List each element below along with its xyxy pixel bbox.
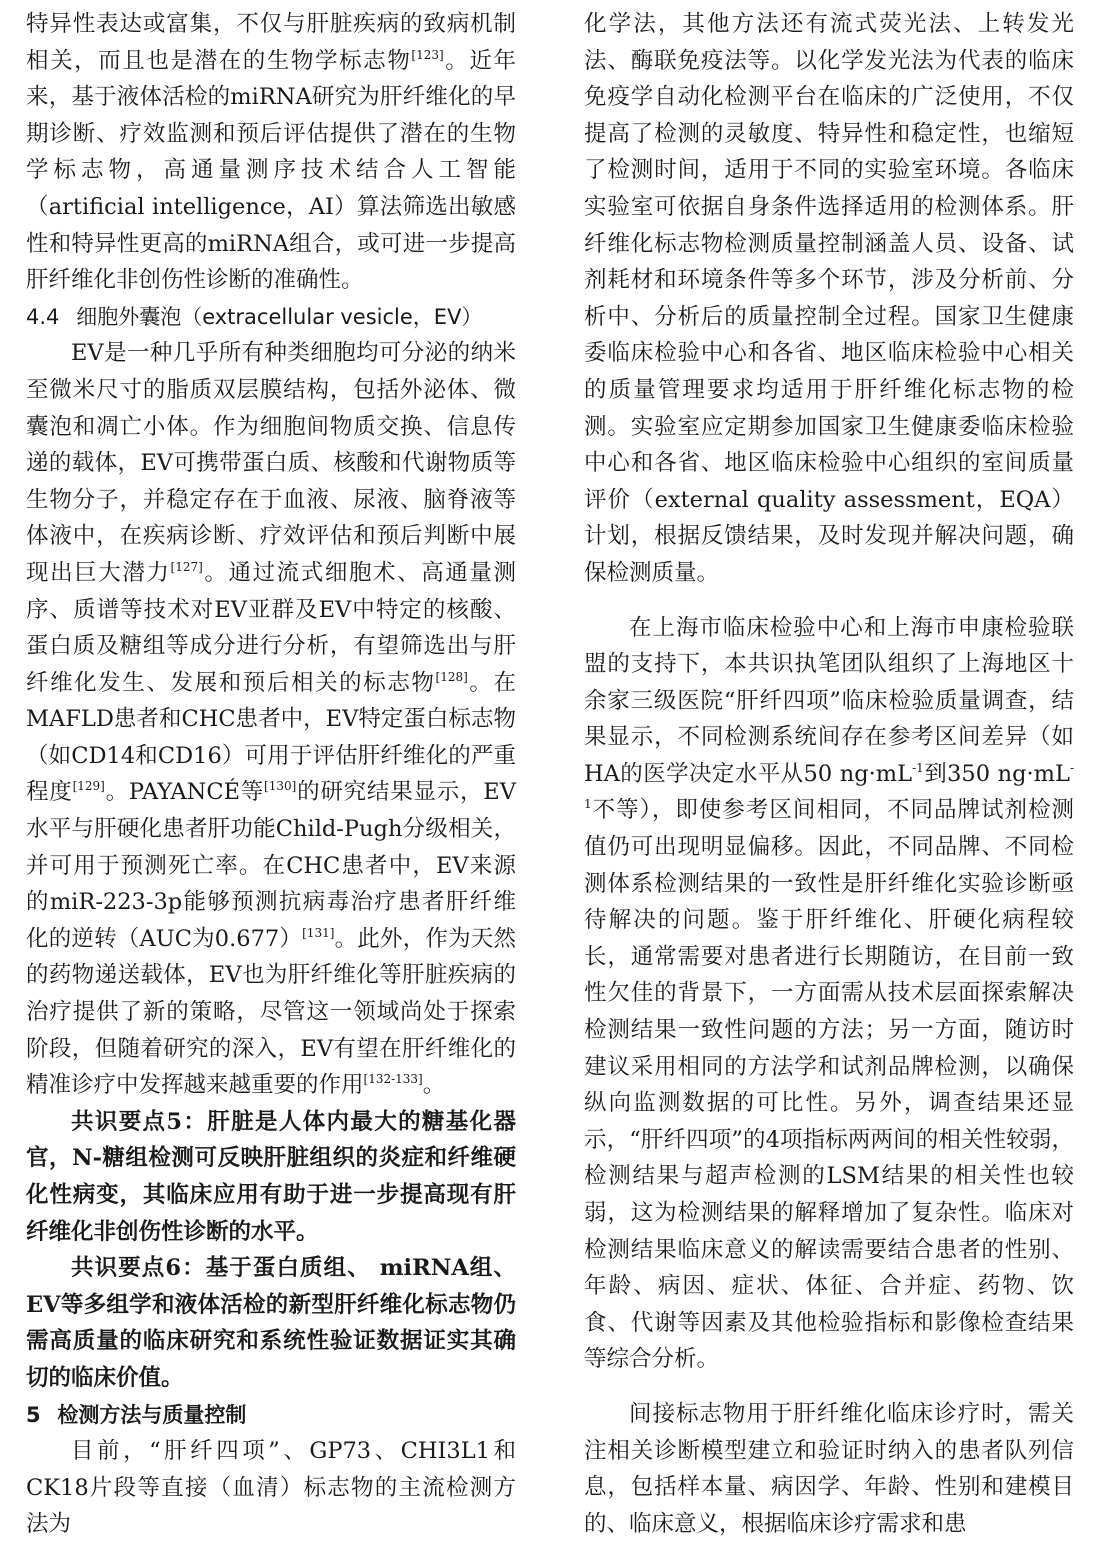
paragraph-quality-control: 化学法，其他方法还有流式荧光法、上转发光法、酶联免疫法等。以化学发光法为代表的临床免疫学自动化检测平台在临床的广泛使用，不仅提高了检测的灵敏度、特异性和稳定性，也缩短了检测时间，适用于不同的实验室环境。各临床实验室可依据自身条件选择适用的检测体系。肝纤维化标志物检测质量控制涵盖人员、设备、试剂耗材和环境条件等多个环节，涉及分析前、分析中、分析后的质量控制全过程。国家卫生健康委临床检验中心和各省、地区临床检验中心相关的质量管理要求均适用于肝纤维化标志物的检测。实验室应定期参加国家卫生健康委临床检验中心和各省、地区临床检验中心组织的室间质量评价（external quality assessment，EQA）计划，根据反馈结果，及时发现并解决问题，确保检测质量。 xyxy=(584,11,1074,586)
paragraph-mirna-biomarkers: 特异性表达或富集，不仅与肝脏疾病的致病机制相关，而且也是潜在的生物学标志物[123]。近年来，基于液体活检的miRNA研究为肝纤维化的早期诊断、疗效监测和预后评估提供了潜在的生物学标志物，高通量测序技术结合人工智能（artificial intelligence，AI）算法筛选出敏感性和特异性更高的miRNA组合，或可进一步提高肝纤维化非创伤性诊断的准确性。 xyxy=(26,11,516,294)
unit-exponent: -1 xyxy=(912,760,924,775)
citation-ref[interactable]: [123] xyxy=(411,47,444,62)
citation-ref[interactable]: [132-133] xyxy=(363,1072,423,1087)
unit-exponent: -1 xyxy=(584,760,1074,812)
left-column xyxy=(26,6,516,1543)
consensus-point-5: 共识要点5：肝脏是人体内最大的糖基化器官，N-糖组检测可反映肝脏组织的炎症和纤维硬化性病变，其临床应用有助于进一步提高现有肝纤维化非创伤性诊断的水平。 xyxy=(26,1108,516,1245)
paragraph-indirect-markers: 间接标志物用于肝纤维化临床诊疗时，需关注相关诊断模型建立和验证时纳入的患者队列信息，包括样本量、病因学、年龄、性别和建模目的、临床意义，根据临床诊疗需求和患 xyxy=(584,1400,1074,1537)
paragraph-detection-methods: 目前，“肝纤四项”、GP73、CHI3L1和CK18片段等直接（血清）标志物的主流检测方法为 xyxy=(26,1438,516,1538)
right-column xyxy=(584,6,1074,1542)
paragraph-ev: EV是一种几乎所有种类细胞均可分泌的纳米至微米尺寸的脂质双层膜结构，包括外泌体、微囊泡和凋亡小体。作为细胞间物质交换、信息传递的载体，EV可携带蛋白质、核酸和代谢物质等生物分子，并稳定存在于血液、尿液、脑脊液等体液中，在疾病诊断、疗效评估和预后判断中展现出巨大潜力[127]。通过流式细胞术、高通量测序、质谱等技术对EV亚群及EV中特定的核酸、蛋白质及糖组等成分进行分析，有望筛选出与肝纤维化发生、发展和预后相关的标志物[128]。在MAFLD患者和CHC患者中，EV特定蛋白标志物（如CD14和CD16）可用于评估肝纤维化的严重程度[129]。PAYANCÉ等[130]的研究结果显示，EV水平与肝硬化患者肝功能Child-Pugh分级相关，并可用于预测死亡率。在CHC患者中，EV来源的miR-223-3p能够预测抗病毒治疗患者肝纤维化的逆转（AUC为0.677）[131]。此外，作为天然的药物递送载体，EV也为肝纤维化等肝脏疾病的治疗提供了新的策略，尽管这一领域尚处于探索阶段，但随着研究的深入，EV有望在肝纤维化的精准诊疗中发挥越来越重要的作用[132-133]。 xyxy=(26,340,516,1099)
citation-ref[interactable]: [129] xyxy=(72,779,105,794)
citation-ref[interactable]: [128] xyxy=(435,669,468,684)
section-number: 5 xyxy=(26,1402,41,1427)
citation-ref[interactable]: [127] xyxy=(170,559,203,574)
section-heading-4-4 xyxy=(26,299,516,336)
citation-ref[interactable]: [130] xyxy=(264,779,297,794)
citation-ref[interactable]: [131] xyxy=(302,925,335,940)
section-number: 4.4 xyxy=(26,304,60,329)
consensus-point-6: 共识要点6：基于蛋白质组、 miRNA组、EV等多组学和液体活检的新型肝纤维化标志物仍需高质量的临床研究和系统性验证数据证实其确切的临床价值。 xyxy=(26,1255,516,1391)
section-heading-5 xyxy=(26,1397,516,1434)
section-title: 检测方法与质量控制 xyxy=(57,1402,247,1427)
paragraph-shanghai-survey: 在上海市临床检验中心和上海市申康检验联盟的支持下，本共识执笔团队组织了上海地区十余家三级医院“肝纤四项”临床检验质量调查，结果显示，不同检测系统间存在参考区间差异（如HA的医学决定水平从50 $ng\cdot mL^{-1}$到350 $ng\cdot mL^{-1}$不等），即使参考区间相同，不同品牌试剂检测值仍可出现明显偏移。因此，不同品牌、不同检测体系检测结果的一致性是肝纤维化实验诊断亟待解决的问题。鉴于肝纤维化、肝硬化病程较长，通常需要对患者进行长期随访，在目前一致性欠佳的背景下，一方面需从技术层面探索解决检测结果一致性问题的方法；另一方面，随访时建议采用相同的方法学和试剂品牌检测，以确保纵向监测数据的可比性。另外，调查结果还显示，“肝纤四项”的4项指标两两间的相关性较弱，检测结果与超声检测的LSM结果的相关性也较弱，这为检测结果的解释增加了复杂性。临床对检测结果临床意义的解读需要结合患者的性别、年龄、病因、症状、体征、合并症、药物、饮食、代谢等因素及其他检验指标和影像检查结果等综合分析。 xyxy=(584,614,1074,1373)
section-title: 细胞外囊泡（extracellular vesicle，EV） xyxy=(76,304,483,329)
